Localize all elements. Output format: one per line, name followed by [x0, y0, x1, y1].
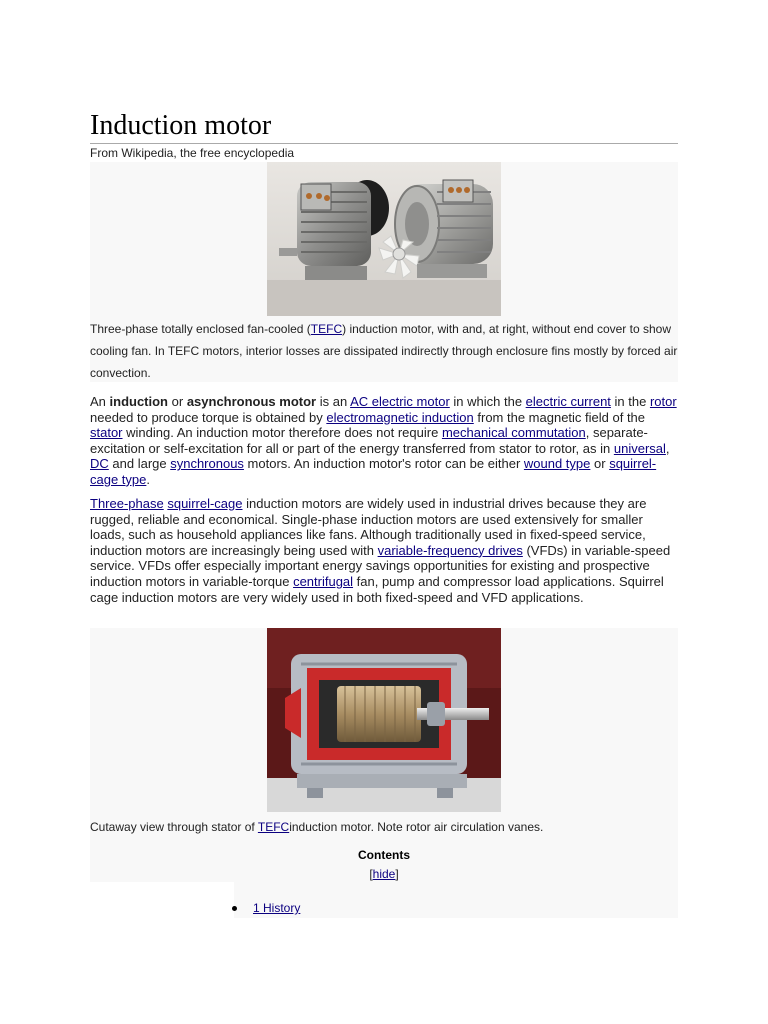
- figure-2-caption: [90, 816, 678, 838]
- cutaway-photo[interactable]: [267, 628, 501, 812]
- toc-hide-control: [hide]: [369, 867, 399, 881]
- link-mechanical-commutation[interactable]: mechanical commutation: [441, 425, 586, 441]
- title-divider: [90, 143, 678, 144]
- intro-paragraph: An induction or asynchronous motor is an AC electric motor in which the electric current in the rotor needed to produce torque is obtained by electromagnetic induction from the magnetic field of the stator winding. An induction motor therefore does not require mechanical commutation, separate-excitation or self-excitation for all or part of the energy transferred from stator to rotor, as in universal, DC and large synchronous motors. An induction motor's rotor can be either wound type or squirrel-cage type.: [90, 394, 677, 487]
- link-three-phase[interactable]: Three-phase: [90, 496, 164, 511]
- link-wound-type[interactable]: wound type: [523, 456, 591, 472]
- link-electromagnetic-induction[interactable]: electromagnetic induction: [326, 409, 474, 425]
- tagline: From Wikipedia, the free encyclopedia: [90, 146, 295, 160]
- link-universal[interactable]: universal: [613, 440, 666, 456]
- link-ac-electric-motor[interactable]: AC electric motor: [350, 394, 450, 409]
- motors-photo-image: [267, 162, 501, 316]
- link-rotor[interactable]: rotor: [649, 394, 677, 409]
- toc-link-history[interactable]: 1 History: [253, 901, 301, 915]
- caption-text: Three-phase totally enclosed fan-cooled (: [90, 322, 311, 336]
- motors-photo[interactable]: [267, 162, 501, 316]
- link-tefc[interactable]: TEFC: [310, 322, 343, 336]
- bold-term-induction: induction: [109, 394, 169, 409]
- link-squirrel-cage[interactable]: squirrel-cage: [167, 496, 243, 511]
- bold-term-asynchronous-motor: asynchronous motor: [186, 394, 317, 409]
- toc-title: Contents: [358, 848, 410, 862]
- figure-1-caption: [90, 318, 678, 384]
- link-centrifugal[interactable]: centrifugal: [293, 573, 354, 589]
- caption-text: Cutaway view through stator of: [90, 820, 258, 834]
- link-electric-current[interactable]: electric current: [525, 394, 611, 409]
- link-synchronous[interactable]: synchronous: [170, 456, 244, 472]
- link-tefc-2[interactable]: TEFC: [257, 820, 290, 834]
- cutaway-photo-image: [267, 628, 501, 812]
- toc-item: [232, 901, 300, 915]
- page-title: Induction motor: [90, 110, 272, 141]
- link-dc[interactable]: DC: [90, 456, 109, 472]
- link-variable-frequency-drives[interactable]: variable-frequency drives: [377, 542, 523, 558]
- toc-hide-link[interactable]: hide: [372, 867, 396, 881]
- usage-paragraph: Three-phase squirrel-cage induction motors are widely used in industrial drives because they are rugged, reliable and economical. Single-phase induction motors are used extensively for smaller loads, such as household appliances like fans. Although traditionally used in fixed-speed service, induction motors are increasingly being used with variable-frequency drives (VFDs) in variable-speed service. VFDs offer especially important energy savings opportunities for existing and prospective induction motors in variable-torque centrifugal fan, pump and compressor load applications. Squirrel cage induction motors are very widely used in both fixed-speed and VFD applications.: [90, 496, 671, 605]
- bullet-icon: [232, 906, 237, 911]
- caption-text: induction motor. Note rotor air circulation vanes.: [289, 820, 544, 834]
- toc-list-container: [234, 882, 678, 918]
- caption-text: ) induction motor, with and, at right, without end cover to show cooling fan. In TEFC motors, interior losses are dissipated indirectly through enclosure fins mostly by forced air convection.: [90, 322, 678, 380]
- link-squirrel-cage-type[interactable]: squirrel-cage type: [90, 456, 657, 487]
- link-stator[interactable]: stator: [90, 425, 123, 441]
